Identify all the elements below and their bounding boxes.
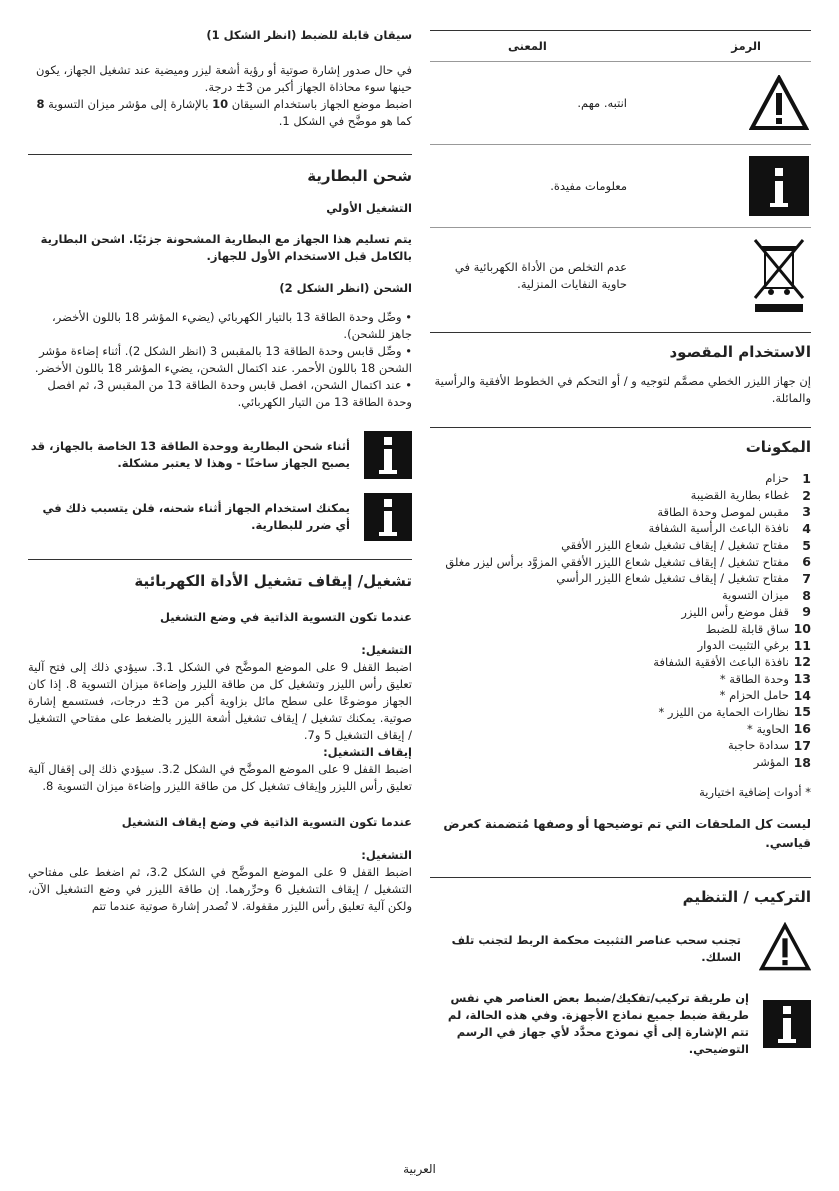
- symbol-row-info: [430, 145, 811, 227]
- intended-use-text: إن جهاز الليزر الخطي مصمَّم لتوجيه و / أو التحكم في الخطوط الأفقية والرأسية والمائلة.: [434, 374, 811, 405]
- component-item: [430, 604, 811, 621]
- components-title: المكونات: [745, 438, 811, 456]
- battery-note-2-text: يمكنك استخدام الجهاز أثناء شحنه، فلن يتسبب ذلك في أي ضرر للبطارية.: [42, 501, 350, 532]
- component-number: 12: [793, 654, 811, 670]
- component-item: [430, 503, 811, 520]
- charging-step: • عند اكتمال الشحن، افصل قابس وحدة الطاقة 13 من المقبس 3، ثم افصل وحدة الطاقة 13 من التيار الكهربائي.: [47, 378, 412, 409]
- component-item: [430, 654, 811, 671]
- assembly-warning: [430, 922, 811, 976]
- component-label: مفتاح تشغيل / إيقاف تشغيل شعاع الليزر الأفقي المزوَّد برأس ليزر مغلق: [445, 554, 789, 569]
- components-footnote: * أدوات إضافية اختيارية: [699, 785, 811, 800]
- component-item: [430, 487, 811, 504]
- intended-use-title: الاستخدام المقصود: [669, 343, 811, 361]
- component-label: ميزان التسوية: [721, 588, 789, 603]
- component-number: 10: [793, 621, 811, 637]
- assembly-title: التركيب / التنظيم: [682, 888, 811, 907]
- component-item: [430, 553, 811, 570]
- self-leveling-off-title: عندما تكون التسوية الذاتية في وضع إيقاف التشغيل: [121, 815, 412, 829]
- assembly-info-text: إن طريقة تركيب/تفكيك/ضبط بعض العناصر هي نفس طريقة ضبط جميع نماذج الأجهزة. وفي هذه الحالة، لم تتم الإشارة إلى أي نموذج محدَّد لأي جهاز في الرسم التوضيحي.: [447, 991, 749, 1057]
- component-number: 6: [802, 554, 811, 570]
- initial-operation-title: التشغيل الأولي: [326, 201, 412, 215]
- components-list: [430, 470, 811, 770]
- component-item: [430, 737, 811, 754]
- component-number: 7: [802, 570, 811, 586]
- symbol-meaning: انتبه. مهم.: [577, 95, 627, 110]
- weee-crossed-bin-icon: [747, 236, 811, 316]
- battery-note-2: [28, 493, 412, 541]
- component-label: حامل الحزام *: [719, 688, 789, 703]
- component-number: 15: [793, 704, 811, 720]
- component-item: [430, 587, 811, 604]
- switch-off-text: اضبط القفل 9 على الموضع الموضَّح في الشكل 3.2. سيؤدي ذلك إلى إقفال آلية تعليق رأس الليزر وإيقاف تشغيل كل من طاقة الليزر وإضاءة ميزان التسوية 8.: [28, 762, 412, 793]
- component-label: حزام: [765, 471, 789, 486]
- component-number: 13: [793, 671, 811, 687]
- component-label: برغي التثبيت الدوار: [697, 638, 789, 653]
- component-label: ساق قابلة للضبط: [705, 621, 789, 636]
- component-item: [430, 670, 811, 687]
- component-label: مفتاح تشغيل / إيقاف تشغيل شعاع الليزر الرأسي: [556, 571, 789, 586]
- symbols-table-header: [430, 31, 811, 61]
- switch-off-label: إيقاف التشغيل:: [323, 745, 412, 759]
- info-icon: [747, 154, 811, 218]
- component-label: مفتاح تشغيل / إيقاف تشغيل شعاع الليزر الأفقي: [561, 538, 789, 553]
- component-number: 1: [802, 470, 811, 486]
- symbol-meaning: معلومات مفيدة.: [550, 178, 627, 193]
- component-number: 14: [793, 687, 811, 703]
- component-label: غطاء بطارية القضيبة: [690, 488, 789, 503]
- component-item: [430, 620, 811, 637]
- switching-title: تشغيل/ إيقاف تشغيل الأداة الكهربائية: [134, 572, 412, 590]
- battery-title: شحن البطارية: [307, 167, 412, 185]
- component-number: 2: [802, 487, 811, 503]
- symbol-row-warning: [430, 62, 811, 144]
- warning-triangle-icon: [747, 71, 811, 135]
- adjustable-legs-title: سيقان قابلة للضبط (انظر الشكل 1): [206, 28, 412, 42]
- switch-on-2-label: التشغيل:: [361, 848, 412, 862]
- components-notice: ليست كل الملحقات التي تم توضيحها أو وصفها مُتضمنة كعرض قياسي.: [443, 817, 811, 851]
- component-item: [430, 470, 811, 487]
- symbol-meaning: عدم التخلص من الأداة الكهربائية في حاوية النفايات المنزلية.: [454, 260, 627, 291]
- charging-step: • وصِّل قابس وحدة الطاقة 13 بالمقبس 3 (انظر الشكل 2). أثناء إضاءة مؤشر الشحن 18 باللون الأحمر. عند اكتمال الشحن، يضيء المؤشر 18 باللون الأخضر.: [34, 344, 412, 375]
- component-number: 5: [802, 537, 811, 553]
- charging-title: الشحن (انظر الشكل 2): [279, 281, 412, 295]
- warning-triangle-icon: [755, 922, 811, 976]
- component-number: 18: [793, 754, 811, 770]
- component-item: [430, 537, 811, 554]
- component-number: 16: [793, 721, 811, 737]
- component-item: [430, 687, 811, 704]
- left-column: [28, 14, 412, 915]
- component-number: 17: [793, 737, 811, 753]
- info-icon: [364, 431, 412, 479]
- component-item: [430, 520, 811, 537]
- component-item: [430, 754, 811, 771]
- switch-on-text: اضبط القفل 9 على الموضع الموضَّح في الشكل 3.1. سيؤدي ذلك إلى فتح آلية تعليق رأس الليزر وتشغيل كل من طاقة الليزر وإضاءة ميزان التسوية 8. إذا كان الجهاز موضوعًا على سطح مائل بزاوية أكبر من 3± درجات، فستسمع إشارة صوتية. يمكنك تشغيل / إيقاف تشغيل أشعة الليزر بالضغط على مفتاحي التشغيل / إيقاف التشغيل 5 و7.: [28, 660, 412, 742]
- info-icon: [763, 1000, 811, 1048]
- component-label: مقبس لموصل وحدة الطاقة: [657, 504, 789, 519]
- component-number: 8: [802, 587, 811, 603]
- component-item: [430, 704, 811, 721]
- component-label: نافذة الباعث الأفقية الشفافة: [653, 654, 789, 669]
- component-label: سدادة حاجبة: [727, 738, 789, 753]
- page-footer-language: العربية: [403, 1162, 436, 1176]
- battery-note-1: [28, 431, 412, 479]
- right-column: [430, 14, 811, 1058]
- switch-on-label: التشغيل:: [361, 643, 412, 657]
- switch-on-2-text: اضبط القفل 9 على الموضع الموضَّح في الشكل 3.2، ثم اضغط على مفتاحي التشغيل / إيقاف التشغيل 6 وحرِّرهما. إن طاقة الليزر في وضع التشغيل الآن، ولكن آلية تعليق رأس الليزر مقفولة. لا تُصدر إشارة صوتية عندما تتم: [28, 865, 412, 913]
- symbol-row-weee: [430, 228, 811, 324]
- adjustable-legs-p2: اضبط موضع الجهاز باستخدام السيقان 10 بالإشارة إلى مؤشر ميزان التسوية 8 كما هو موضَّح في الشكل 1.: [36, 97, 412, 128]
- component-number: 3: [802, 504, 811, 520]
- component-number: 4: [802, 520, 811, 536]
- component-label: المؤشر: [753, 755, 789, 770]
- component-label: وحدة الطاقة *: [719, 671, 789, 686]
- assembly-info: [430, 990, 811, 1058]
- component-item: [430, 637, 811, 654]
- component-item: [430, 570, 811, 587]
- component-label: الحاوية *: [747, 721, 789, 736]
- charging-step: • وصِّل وحدة الطاقة 13 بالتيار الكهربائي (يضيء المؤشر 18 باللون الأخضر، جاهز للشحن).: [52, 310, 412, 341]
- header-meaning: المعنى: [508, 39, 547, 53]
- component-label: نظارات الحماية من الليزر *: [658, 704, 789, 719]
- component-label: نافذة الباعث الرأسية الشفافة: [648, 521, 789, 536]
- assembly-warning-text: تجنب سحب عناصر التثبيت محكمة الربط لتجنب تلف السلك.: [451, 933, 741, 965]
- component-number: 11: [793, 637, 811, 653]
- battery-note-1-text: أثناء شحن البطارية ووحدة الطاقة 13 الخاصة بالجهاز، قد يصبح الجهاز ساخنًا - وهذا لا يعتبر مشكلة.: [30, 439, 350, 470]
- charging-steps: [28, 309, 412, 411]
- self-leveling-on-title: عندما تكون التسوية الذاتية في وضع التشغيل: [159, 610, 412, 624]
- component-label: قفل موضع رأس الليزر: [681, 604, 789, 619]
- header-symbol: الرمز: [731, 39, 761, 53]
- component-item: [430, 720, 811, 737]
- info-icon: [364, 493, 412, 541]
- component-number: 9: [802, 604, 811, 620]
- adjustable-legs-p1: في حال صدور إشارة صوتية أو رؤية أشعة ليزر وميضية عند تشغيل الجهاز، يكون حينها سوء محاذاة الجهاز أكبر من 3± درجة.: [35, 63, 412, 94]
- initial-operation-text: يتم تسليم هذا الجهاز مع البطارية المشحونة جزئيًا. اشحن البطارية بالكامل قبل الاستخدام الأول للجهاز.: [40, 232, 412, 263]
